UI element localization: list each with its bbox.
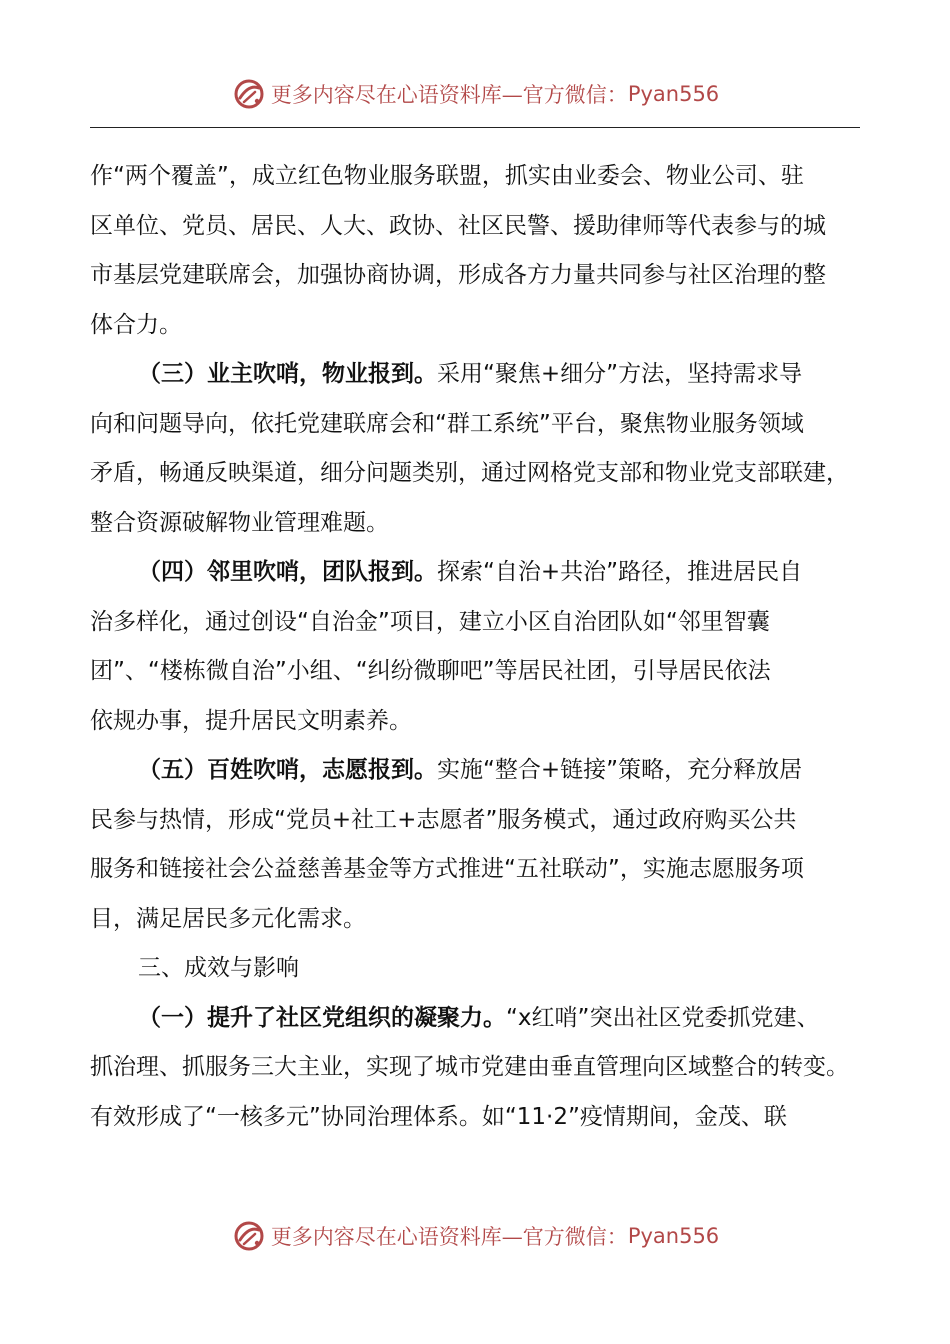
subsection-line <box>90 350 865 400</box>
subsection-text: “x红哨”突出社区党委抓党建、 <box>506 1004 820 1031</box>
text-line: 体合力。 <box>90 311 182 338</box>
text-line: 作“两个覆盖”，成立红色物业服务联盟，抓实由业委会、物业公司、驻 <box>90 163 804 189</box>
section-heading: 三、成效与影响 <box>138 955 299 981</box>
text-line: 抓治理、抓服务三大主业，实现了城市党建由垂直管理向区域整合的转变。 <box>90 1054 849 1080</box>
text-line: 市基层党建联席会，加强协商协调，形成各方力量共同参与社区治理的整 <box>90 262 826 288</box>
text-line: 矛盾，畅通反映渠道，细分问题类别，通过网格党支部和物业党支部联建， <box>90 460 849 486</box>
subsection-text: 探索“自治+共治”路径，推进居民自 <box>437 559 803 585</box>
calligraphy-logo-icon <box>231 76 267 112</box>
header-watermark <box>0 72 950 116</box>
subsection-title: （五）百姓吹哨，志愿报到。 <box>138 757 437 783</box>
text-line: 整合资源破解物业管理难题。 <box>90 509 389 536</box>
document-body <box>90 152 865 1142</box>
footer-watermark-text: 更多内容尽在心语资料库—官方微信： <box>270 1225 628 1249</box>
subsection-line <box>90 548 865 598</box>
text-line: 民参与热情，形成“党员+社工+志愿者”服务模式，通过政府购买公共 <box>90 806 797 833</box>
text-line: 依规办事，提升居民文明素养。 <box>90 707 412 734</box>
header-watermark-text: 更多内容尽在心语资料库—官方微信： <box>270 83 628 107</box>
subsection-line <box>90 746 865 796</box>
text-line: 服务和链接社会公益慈善基金等方式推进“五社联动”，实施志愿服务项 <box>90 856 804 882</box>
subsection-line <box>90 994 865 1044</box>
text-line: 团”、“楼栋微自治”小组、“纠纷微聊吧”等居民社团，引导居民依法 <box>90 658 771 684</box>
subsection-text: 采用“聚焦+细分”方法，坚持需求导 <box>437 361 803 387</box>
subsection-title: （四）邻里吹哨，团队报到。 <box>138 559 437 585</box>
text-line: 治多样化，通过创设“自治金”项目，建立小区自治团队如“邻里智囊 <box>90 608 770 635</box>
header-divider <box>90 127 860 128</box>
calligraphy-logo-icon <box>231 1218 267 1254</box>
text-line: 向和问题导向，依托党建联席会和“群工系统”平台，聚焦物业服务领域 <box>90 410 804 437</box>
text-line: 目，满足居民多元化需求。 <box>90 905 366 932</box>
subsection-title: （三）业主吹哨，物业报到。 <box>138 361 437 387</box>
text-line: 区单位、党员、居民、人大、政协、社区民警、援助律师等代表参与的城 <box>90 212 826 239</box>
header-wechat-id: Pyan556 <box>627 82 720 106</box>
footer-wechat-id: Pyan556 <box>627 1224 720 1248</box>
footer-watermark <box>0 1214 950 1258</box>
text-line: 有效形成了“一核多元”协同治理体系。如“11·2”疫情期间，金茂、联 <box>90 1103 787 1130</box>
subsection-title: （一）提升了社区党组织的凝聚力。 <box>138 1004 506 1031</box>
subsection-text: 实施“整合+链接”策略，充分释放居 <box>437 757 803 783</box>
